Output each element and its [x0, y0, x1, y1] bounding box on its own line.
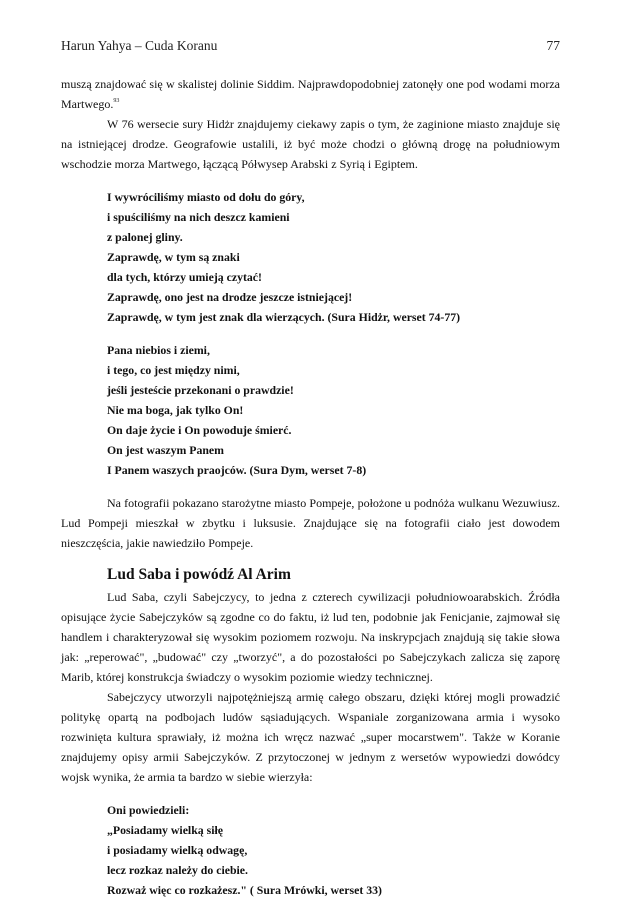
verse-line: On jest waszym Panem — [107, 443, 224, 457]
verse-line: Nie ma boga, jak tylko On! — [107, 403, 244, 417]
verse-line: Rozważ więc co rozkażesz." ( Sura Mrówki, werset 33) — [107, 883, 382, 897]
paragraph-text: muszą znajdować się w skalistej dolinie Siddim. Najprawdopodobniej zatonęły one pod wodami morza Martwego. — [61, 77, 560, 111]
verse-line: i spuściliśmy na nich deszcz kamieni — [107, 210, 290, 224]
running-header — [61, 38, 560, 54]
page-content — [61, 74, 560, 900]
book-title: Harun Yahya – Cuda Koranu — [61, 38, 218, 53]
quran-verse-hidzr — [61, 187, 560, 327]
verse-line: z palonej gliny. — [107, 230, 183, 244]
verse-line: On daje życie i On powoduje śmierć. — [107, 423, 292, 437]
verse-line: jeśli jesteście przekonani o prawdzie! — [107, 383, 294, 397]
verse-line: lecz rozkaz należy do ciebie. — [107, 863, 248, 877]
verse-line: i posiadamy wielką odwagę, — [107, 843, 248, 857]
paragraph-pompeii: Na fotografii pokazano starożytne miasto Pompeje, położone u podnóża wulkanu Wezuwiusz. Lud Pompeji mieszkał w zbytku i luksusie. Znajdujące się na fotografii ciało jest dowodem nieszczęścia, jakie nawiedziło Pompeje. — [61, 496, 560, 550]
verse-line: Zaprawdę, w tym jest znak dla wierzących. (Sura Hidżr, werset 74-77) — [107, 310, 461, 324]
paragraph-continuation — [61, 74, 560, 114]
page-number: 77 — [546, 38, 560, 53]
verse-line: Zaprawdę, w tym są znaki — [107, 250, 240, 264]
verse-line: I wywróciliśmy miasto od dołu do góry, — [107, 190, 305, 204]
section-heading: Lud Saba i powódź Al Arim — [107, 566, 291, 583]
verse-line: „Posiadamy wielką siłę — [107, 823, 224, 837]
quran-verse-mrowki — [61, 800, 560, 900]
verse-line: I Panem waszych praojców. (Sura Dym, werset 7-8) — [107, 463, 367, 477]
paragraph-saba-army: Sabejczycy utworzyli najpotężniejszą armię całego obszaru, dzięki której mogli prowadzić politykę opartą na podbojach ludów sąsiadujących. Wspaniale zorganizowana armia i wysoko rozwinięta kultura sprawiały, iż można ich wręcz nazwać „super mocarstwem". Także w Koranie znajdujemy opisy armii Sabejczyków. Z przytoczonej w jednym z wersetów wypowiedzi dowódcy wojsk wynika, że armia ta bardzo w siebie wierzyła: — [61, 690, 560, 784]
footnote-marker: 93 — [113, 98, 120, 104]
verse-line: Oni powiedzieli: — [107, 803, 190, 817]
verse-line: i tego, co jest między nimi, — [107, 363, 240, 377]
paragraph-hidzr-road: W 76 wersecie sury Hidżr znajdujemy ciekawy zapis o tym, że zaginione miasto znajduje się na istniejącej drodze. Geografowie ustalili, iż być może chodzi o główną drogę na południowym wschodzie morza Martwego, łączącą Półwysep Arabski z Syrią i Egiptem. — [61, 117, 560, 171]
quran-verse-dym — [61, 340, 560, 480]
paragraph-saba-intro: Lud Saba, czyli Sabejczycy, to jedna z czterech cywilizacji południowoarabskich. Źródła opisujące życie Sabejczyków są zgodne co do faktu, iż lud ten, podobnie jak Fenicjanie, zajmował się handlem i charakteryzował się wysokim poziomem rozwoju. Na inskrypcjach znajdują się takie słowa jak: „reperować", „budować" czy „tworzyć", a do pozostałości po Sabejczykach zalicza się zaporę Marib, której konstrukcja świadczy o wysokim poziomie wiedzy technicznej. — [61, 590, 560, 684]
verse-line: dla tych, którzy umieją czytać! — [107, 270, 262, 284]
verse-line: Pana niebios i ziemi, — [107, 343, 210, 357]
verse-line: Zaprawdę, ono jest na drodze jeszcze istniejącej! — [107, 290, 353, 304]
